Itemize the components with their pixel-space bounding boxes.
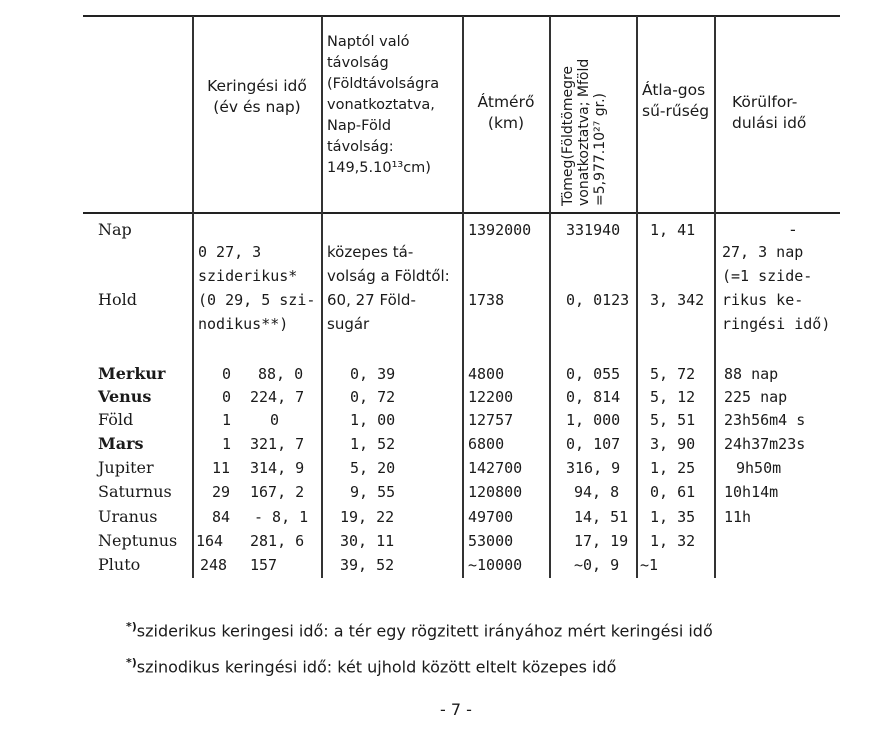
- row-days: 314, 9: [250, 459, 305, 477]
- row-days: 321, 7: [250, 435, 305, 453]
- row-distance: 5, 20: [350, 459, 396, 477]
- row-density: 3, 342: [650, 291, 705, 309]
- row-density: 1, 32: [650, 532, 696, 550]
- row-diameter: 53000: [468, 532, 514, 550]
- row-density: 1, 41: [650, 221, 696, 239]
- row-days: 0: [270, 411, 280, 429]
- row-name: Hold: [98, 290, 137, 309]
- row-years: 0: [222, 388, 232, 406]
- row-mass: ~0, 9: [574, 556, 620, 574]
- row-diameter: ~10000: [468, 556, 523, 574]
- row-days: - 8, 1: [254, 508, 309, 526]
- footnote-synodic: [126, 656, 616, 676]
- row-name: Mars: [98, 434, 144, 453]
- row-years: 29: [212, 483, 231, 501]
- row-density: 1, 25: [650, 459, 696, 477]
- footnote-text: szinodikus keringési idő: két ujhold között eltelt közepes idő: [136, 657, 617, 677]
- row-mass: 1, 000: [566, 411, 621, 429]
- row-diameter: 12200: [468, 388, 514, 406]
- row-mass: 331940: [566, 221, 621, 239]
- row-days: 281, 6: [250, 532, 305, 550]
- row-density: 0, 61: [650, 483, 696, 501]
- row-density: 3, 90: [650, 435, 696, 453]
- row-name: Uranus: [98, 507, 158, 526]
- row-name: Merkur: [98, 364, 166, 383]
- row-name: Neptunus: [98, 531, 178, 550]
- row-mass: 0, 814: [566, 388, 621, 406]
- row-rotation: 24h37m23s: [724, 435, 806, 453]
- row-rotation: 88 nap: [724, 365, 779, 383]
- row-mass: 316, 9: [566, 459, 621, 477]
- row-density: ~1: [640, 556, 659, 574]
- row-distance: 9, 55: [350, 483, 396, 501]
- row-distance: közepes tá-volság a Földtől: 60, 27 Föld-sugár: [327, 243, 450, 333]
- row-years: 84: [212, 508, 231, 526]
- row-diameter: 4800: [468, 365, 505, 383]
- row-rotation: 10h14m: [724, 483, 779, 501]
- row-period-text: 0 27, 3 sziderikus* (0 29, 5 szi-nodikus**): [198, 243, 316, 333]
- row-density: 5, 12: [650, 388, 696, 406]
- row-distance: 1, 52: [350, 435, 396, 453]
- row-diameter: 1738: [468, 291, 505, 309]
- row-name: Nap: [98, 220, 132, 239]
- row-rotation: 23h56m4 s: [724, 411, 806, 429]
- row-rotation: -: [790, 220, 796, 239]
- row-days: 157: [250, 556, 278, 574]
- col-divider-5: [636, 16, 638, 578]
- header-period: Keringési idő (év és nap): [207, 77, 307, 116]
- row-name: Venus: [98, 387, 152, 406]
- col-divider-1: [192, 16, 194, 578]
- row-name: Pluto: [98, 555, 141, 574]
- row-diameter: 12757: [468, 411, 514, 429]
- row-years: 0: [222, 365, 232, 383]
- header-diameter: Átmérő (km): [477, 93, 535, 132]
- footnote-sidereal: [126, 620, 713, 640]
- col-divider-2: [321, 16, 323, 578]
- row-distance: 30, 11: [340, 532, 395, 550]
- row-diameter: 1392000: [468, 221, 532, 239]
- row-density: 5, 51: [650, 411, 696, 429]
- page-number: - 7 -: [440, 700, 472, 719]
- row-mass: 0, 0123: [566, 291, 630, 309]
- row-rotation: 11h: [724, 508, 752, 526]
- row-distance: 39, 52: [340, 556, 395, 574]
- row-rotation: 9h50m: [736, 459, 782, 477]
- header-rotation: Körülfor-dulási idő: [732, 93, 807, 132]
- header-mass: Tömeg(Földtömegre vonatkoztatva; Mföld =5,977.10²⁷ gr.): [560, 58, 608, 206]
- row-years: 248: [200, 556, 228, 574]
- row-years: 1: [222, 411, 232, 429]
- row-distance: 1, 00: [350, 411, 396, 429]
- header-distance: Naptól való távolság (Földtávolságra vonatkoztatva, Nap-Föld távolság: 149,5.10¹³cm): [327, 34, 440, 176]
- row-rotation: 225 nap: [724, 388, 788, 406]
- footnote-mark: *): [126, 620, 137, 633]
- row-name: Saturnus: [98, 482, 172, 501]
- row-days: 224, 7: [250, 388, 305, 406]
- row-name: Jupiter: [98, 458, 154, 477]
- col-divider-6: [714, 16, 716, 578]
- row-distance: 0, 39: [350, 365, 396, 383]
- row-mass: 17, 19: [574, 532, 629, 550]
- row-days: 88, 0: [258, 365, 304, 383]
- row-diameter: 6800: [468, 435, 505, 453]
- row-name: Föld: [98, 410, 134, 429]
- row-density: 5, 72: [650, 365, 696, 383]
- row-years: 11: [212, 459, 231, 477]
- row-distance: 0, 72: [350, 388, 396, 406]
- row-diameter: 120800: [468, 483, 523, 501]
- row-mass: 14, 51: [574, 508, 629, 526]
- row-density: 1, 35: [650, 508, 696, 526]
- row-mass: 0, 107: [566, 435, 621, 453]
- row-diameter: 49700: [468, 508, 514, 526]
- row-years: 1: [222, 435, 232, 453]
- col-divider-3: [462, 16, 464, 578]
- row-rotation: 27, 3 nap (=1 szide-rikus ke-ringési idő): [722, 243, 831, 333]
- footnote-mark: *): [126, 656, 137, 669]
- row-diameter: 142700: [468, 459, 523, 477]
- row-years: 164: [196, 532, 224, 550]
- row-mass: 0, 055: [566, 365, 621, 383]
- footnote-text: sziderikus keringesi idő: a tér egy rögzitett irányához mért keringési idő: [136, 621, 713, 641]
- header-density: Átla-gos sű-rűség: [642, 81, 710, 120]
- row-distance: 19, 22: [340, 508, 395, 526]
- row-days: 167, 2: [250, 483, 305, 501]
- row-mass: 94, 8: [574, 483, 620, 501]
- col-divider-4: [549, 16, 551, 578]
